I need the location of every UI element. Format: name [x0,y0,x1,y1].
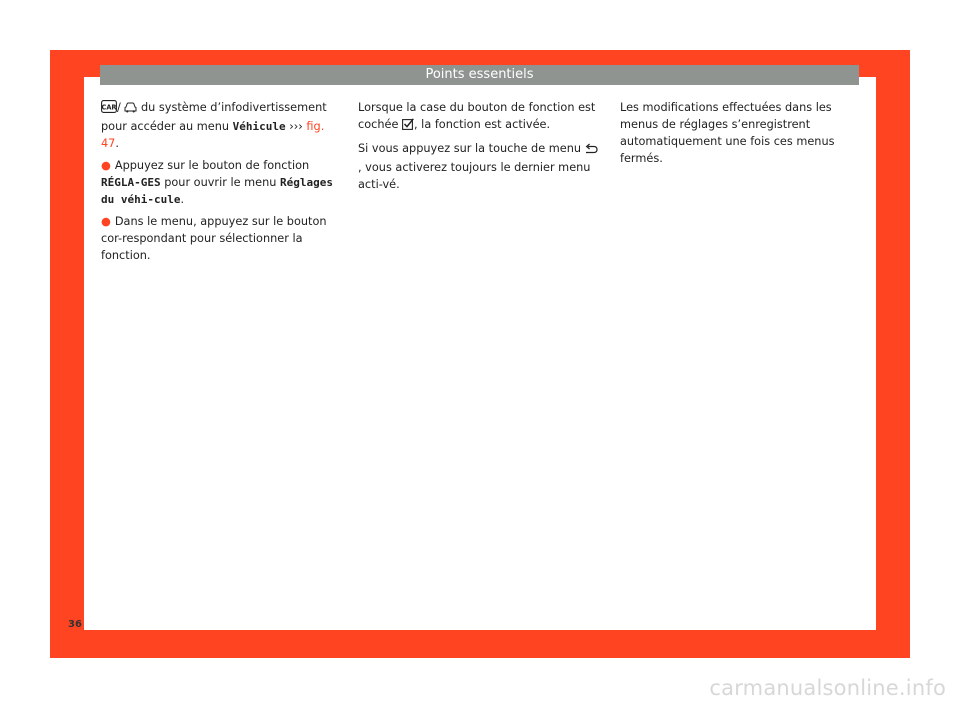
column-2 [358,99,600,198]
bullet-item-2: ● Dans le menu, appuyez sur le bouton cor-respondant pour sélectionner la fonction. [101,215,327,262]
svg-text:CAR: CAR [101,103,117,112]
button-reglages: RÉGLA-GES [101,176,161,189]
menu-reglages-vehicule: Réglages du véhi-cule [101,176,333,206]
paragraph-save: Les modifications effectuées dans les menus de réglages s’enregistrent automatiquement une fois ces menus fermés. [620,101,835,165]
paragraph-back: Si vous appuyez sur la touche de menu , vous activerez toujours le dernier menu acti-vé. [358,140,600,193]
bullet-icon: ● [101,159,111,172]
bullet-item-1: ● Appuyez sur le bouton de fonction RÉGLA-GES pour ouvrir le menu Réglages du véhi-cule. [101,159,333,206]
car-icon [124,101,137,118]
menu-vehicule: Véhicule [232,120,286,133]
icon-separator: / [117,101,121,114]
car-button-icon [101,100,117,118]
section-header: Points essentiels [100,65,859,85]
paragraph-checkbox: Lorsque la case du bouton de fonction est cochée , la fonction est activée. [358,99,600,135]
checkbox-checked-icon [402,118,414,135]
figure-link[interactable]: fig. 47 [101,120,325,150]
back-arrow-icon [585,142,598,159]
column-3 [620,99,862,172]
column-1 [101,99,343,269]
bullet-icon: ● [101,215,111,228]
watermark: carmanualsonline.info [709,676,946,700]
paragraph-intro: CAR / du système d’infodivertissement pour accéder au menu Véhicule ››› fig. 47. [101,101,327,150]
page-number: 36 [68,619,82,630]
